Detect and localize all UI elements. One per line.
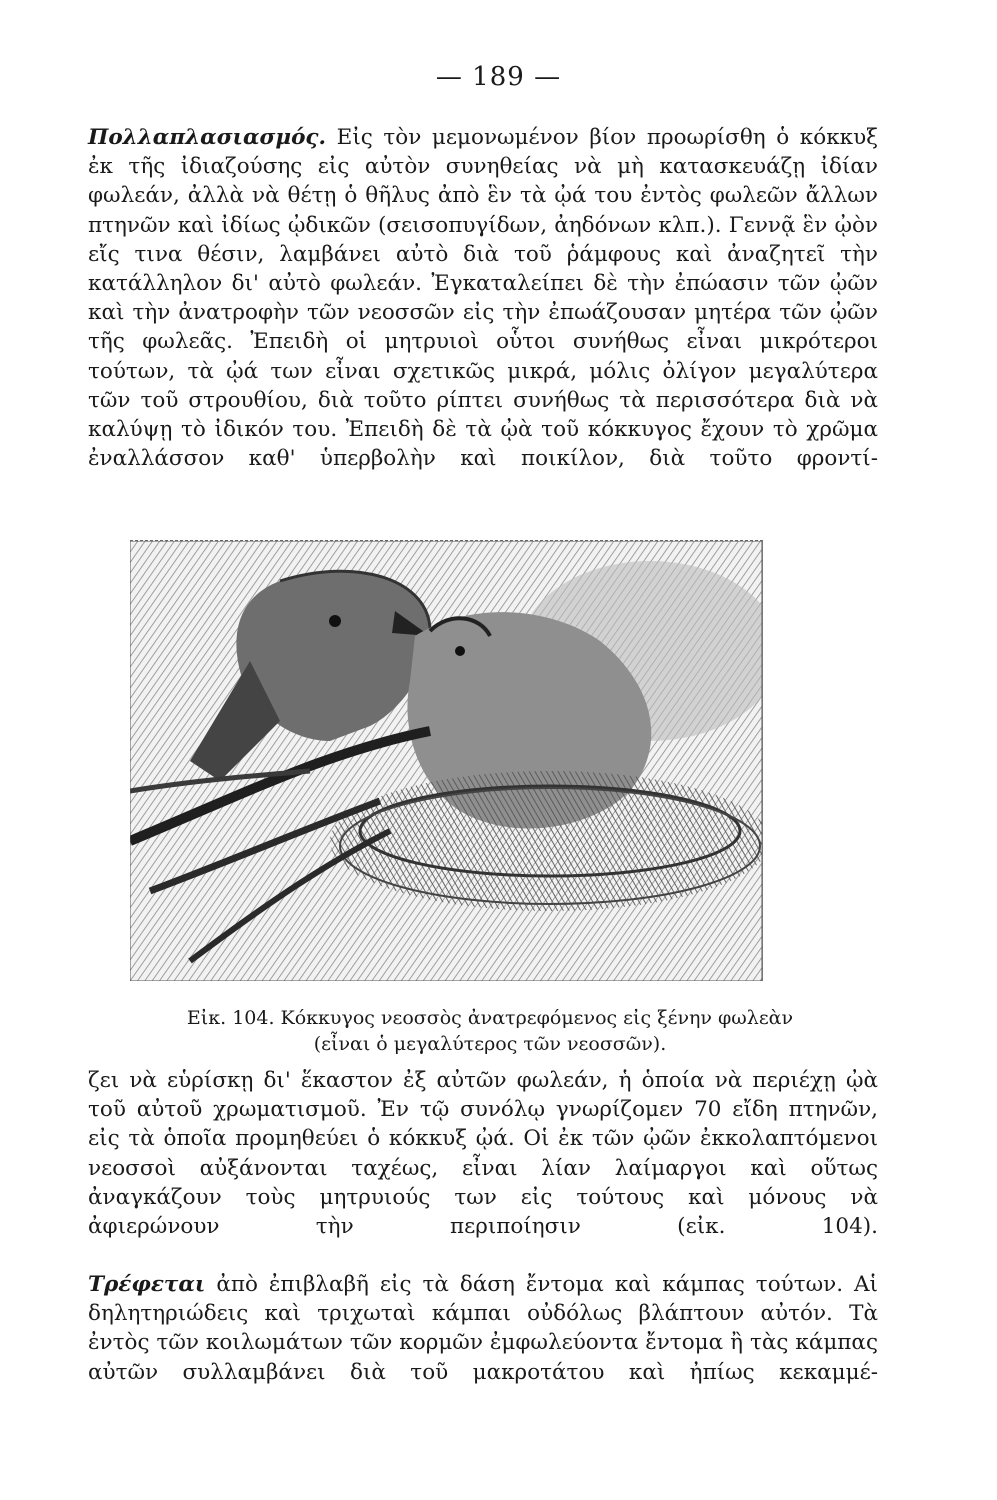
figure-caption-line-2: (εἶναι ὁ μεγαλύτερος τῶν νεοσσῶν). bbox=[313, 1033, 667, 1055]
figure-caption-text: Κόκκυγος νεοσσὸς ἀνατρεφόμενος εἰς ξένην φωλεὰν bbox=[280, 1007, 794, 1029]
paragraph-feeding bbox=[88, 1270, 878, 1387]
paragraph-text: Εἰς τὸν μεμονωμένον βίον προωρίσθη ὁ κόκκυξ ἐκ τῆς ἰδιαζούσης εἰς αὐτὸν συνηθείας νὰ μὴ κατασκευάζῃ ἰδίαν φωλεάν, ἀλλὰ νὰ θέτῃ ὁ θῆλυς ἀπὸ ἓν τὰ ᾠά του ἐντὸς φωλεῶν ἄλλων πτηνῶν καὶ ἰδίως ᾠδικῶν (σεισοπυγίδων, ἀηδόνων κλπ.). Γεννᾷ ἓν ᾠὸν εἴς τινα θέσιν, λαμβάνει αὐτὸ διὰ τοῦ ῥάμφους καὶ ἀναζητεῖ τὴν κατάλληλον δι' αὐτὸ φωλεάν. Ἐγκαταλείπει δὲ τὴν ἐπώασιν τῶν ᾠῶν καὶ τὴν ἀνατροφὴν τῶν νεοσσῶν εἰς τὴν ἐπωάζουσαν μητέρα τῶν ᾠῶν τῆς φωλεᾶς. Ἐπειδὴ οἱ μητρυιοὶ οὗτοι συνήθως εἶναι μικρότεροι τούτων, τὰ ᾠά των εἶναι σχετικῶς μικρά, μόλις ὀλίγον μεγαλύτερα τῶν τοῦ στρουθίου, διὰ τοῦτο ρίπτει συνήθως τὰ περισσότερα διὰ νὰ καλύψῃ τὸ ἰδικόν του. Ἐπειδὴ δὲ τὰ ᾠὰ τοῦ κόκκυγος ἔχουν τὸ χρῶμα ἐναλλάσσον καθ' ὑπερβολὴν καὶ ποικίλον, διὰ τοῦτο φροντί- bbox=[88, 125, 878, 472]
paragraph-term: Πολλαπλασιασμός. bbox=[88, 125, 327, 150]
figure-caption-line-1 bbox=[110, 1005, 870, 1031]
figure-caption bbox=[110, 1005, 870, 1057]
paragraph-text: ἀπὸ ἐπιβλαβῆ εἰς τὰ δάση ἔντομα καὶ κάμπας τούτων. Αἱ δηλητηριώδεις καὶ τριχωταὶ κάμπαι οὐδόλως βλάπτουν αὐτόν. Τὰ ἐντὸς τῶν κοιλωμάτων τῶν κορμῶν ἐμφωλεύοντα ἔντομα ἢ τὰς κάμπας αὐτῶν συλλαμβάνει διὰ τοῦ μακροτάτου καὶ ἠπίως κεκαμμέ- bbox=[88, 1272, 878, 1385]
paragraph-text: ζει νὰ εὑρίσκῃ δι' ἕκαστον ἐξ αὐτῶν φωλεάν, ἡ ὁποία νὰ περιέχῃ ᾠὰ τοῦ αὐτοῦ χρωματισμοῦ. Ἐν τῷ συνόλῳ γνωρίζομεν 70 εἴδη πτηνῶν, εἰς τὰ ὁποῖα προμηθεύει ὁ κόκκυξ ᾠά. Οἱ ἐκ τῶν ᾠῶν ἐκκολαπτόμενοι νεοσσοὶ αὐξάνονται ταχέως, εἶναι λίαν λαίμαργοι καὶ οὕτως ἀναγκάζουν τοὺς μητρυιούς των εἰς τούτους καὶ μόνους νὰ ἀφιερώνουν τὴν περιποίησιν (εἰκ. 104). bbox=[88, 1068, 878, 1240]
page-number: — 189 — bbox=[435, 62, 562, 92]
paragraph-continuation bbox=[88, 1066, 878, 1241]
paragraph-term: Τρέφεται bbox=[88, 1272, 206, 1297]
paragraph-reproduction bbox=[88, 123, 878, 473]
figure-label: Εἰκ. 104. bbox=[186, 1007, 275, 1029]
cuckoo-nest-illustration bbox=[130, 540, 763, 981]
